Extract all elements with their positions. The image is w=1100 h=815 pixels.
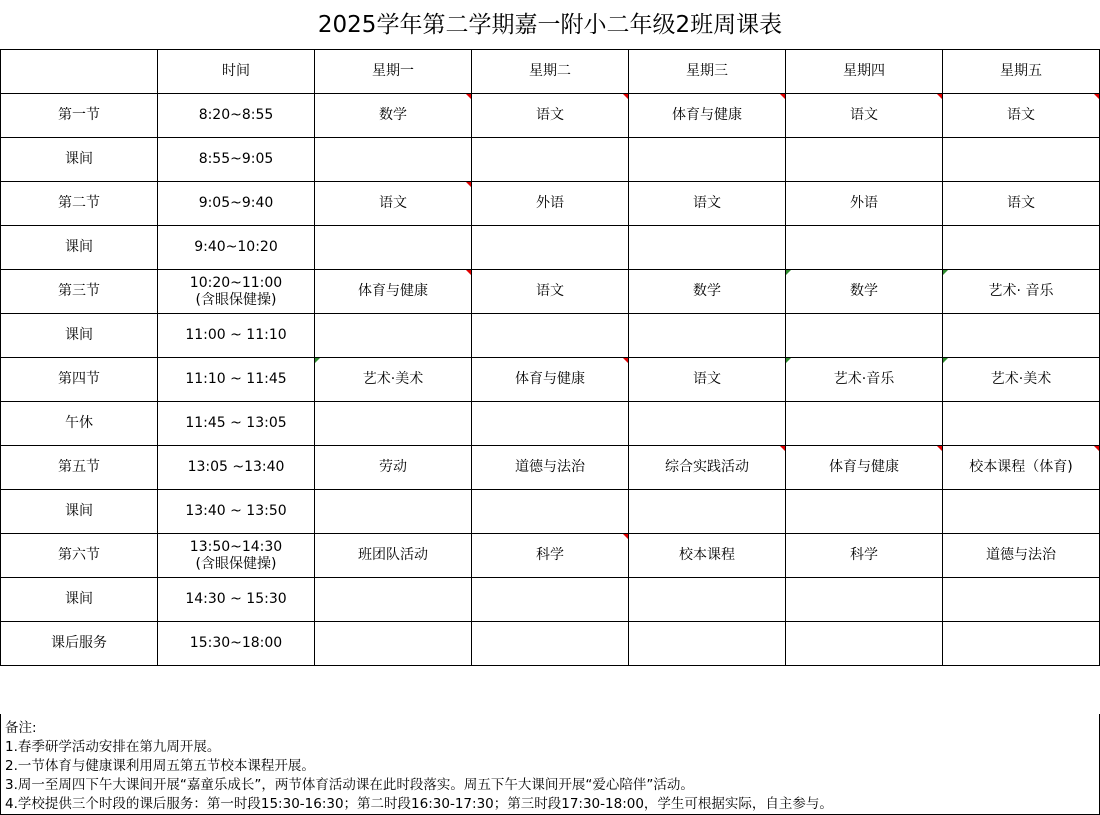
time-cell[interactable] [158,138,315,182]
period-cell[interactable] [1,578,158,622]
time-cell[interactable] [158,402,315,446]
subject-cell[interactable] [472,446,629,490]
time-cell-text: 10:20~11:00 [189,274,283,291]
subject-cell[interactable] [472,226,629,270]
error-marker-icon [943,358,948,363]
period-cell[interactable] [1,182,158,226]
subject-cell[interactable] [943,138,1100,182]
subject-cell[interactable] [786,226,943,270]
time-cell-text: 11:10 ~ 11:45 [185,371,287,387]
comment-marker-icon [466,94,471,99]
period-cell-text: 课后服务 [51,635,107,651]
subject-cell-text: 校本课程 [679,547,735,563]
header-row [1,50,1100,94]
time-cell-text: 14:30 ~ 15:30 [185,591,287,607]
header-time-cell [158,50,315,94]
subject-cell-text: 体育与健康 [672,107,742,123]
subject-cell[interactable] [943,622,1100,666]
time-cell[interactable] [158,270,315,314]
subject-cell[interactable] [629,534,786,578]
error-marker-icon [315,358,320,363]
subject-cell-text: 数学 [379,107,407,123]
time-cell[interactable] [158,314,315,358]
subject-cell[interactable] [629,270,786,314]
subject-cell[interactable] [786,446,943,490]
subject-cell[interactable] [786,182,943,226]
period-cell-text: 第六节 [58,547,100,563]
subject-cell-text: 语文 [536,283,564,299]
subject-cell[interactable] [472,138,629,182]
schedule-table [0,49,1100,666]
header-day-cell [315,50,472,94]
page-title: 2025学年第二学期嘉一附小二年级2班周课表 [317,12,783,38]
period-cell[interactable] [1,226,158,270]
subject-cell-text: 科学 [850,547,878,563]
subject-cell[interactable] [629,182,786,226]
period-cell-text: 第二节 [58,195,100,211]
table-row [1,226,1100,270]
subject-cell-text: 体育与健康 [829,459,899,475]
period-cell[interactable] [1,270,158,314]
schedule-grid [0,49,1100,812]
subject-cell[interactable] [315,358,472,402]
subject-cell[interactable] [315,578,472,622]
header-day-cell-text: 星期四 [843,63,885,79]
subject-cell[interactable] [786,314,943,358]
subject-cell[interactable] [629,622,786,666]
period-cell[interactable] [1,358,158,402]
time-cell-text: 13:50~14:30 [189,538,283,555]
subject-cell[interactable] [315,270,472,314]
comment-marker-icon [623,534,628,539]
comment-marker-icon [623,94,628,99]
subject-cell-text: 科学 [536,547,564,563]
subject-cell[interactable] [786,270,943,314]
subject-cell[interactable] [943,402,1100,446]
period-cell[interactable] [1,534,158,578]
subject-cell-text: 外语 [850,195,878,211]
note-line: 1.春季研学活动安排在第九周开展。 [5,739,221,755]
subject-cell[interactable] [786,94,943,138]
time-cell[interactable] [158,226,315,270]
subject-cell[interactable] [786,358,943,402]
note-line: 3.周一至周四下午大课间开展“嘉童乐成长”，两节体育活动课在此时段落实。周五下午大课间开展“爱心陪伴”活动。 [5,777,694,793]
period-cell[interactable] [1,446,158,490]
subject-cell[interactable] [472,270,629,314]
comment-marker-icon [466,270,471,275]
subject-cell[interactable] [943,578,1100,622]
subject-cell[interactable] [472,314,629,358]
error-marker-icon [786,270,791,275]
subject-cell-text: 体育与健康 [515,371,585,387]
period-cell[interactable] [1,314,158,358]
subject-cell[interactable] [786,622,943,666]
subject-cell-text: 道德与法治 [986,547,1056,563]
subject-cell-text: 班团队活动 [358,547,428,563]
table-row [1,94,1100,138]
subject-cell-text: 语文 [1007,107,1035,123]
comment-marker-icon [780,446,785,451]
subject-cell-text: 道德与法治 [515,459,585,475]
subject-cell-text: 语文 [850,107,878,123]
subject-cell-text: 数学 [693,283,721,299]
subject-cell[interactable] [315,138,472,182]
time-cell[interactable] [158,622,315,666]
subject-cell[interactable] [786,578,943,622]
period-cell-text: 第五节 [58,459,100,475]
subject-cell[interactable] [629,226,786,270]
header-day-cell-text: 星期一 [372,63,414,79]
time-cell[interactable] [158,94,315,138]
subject-cell[interactable] [943,446,1100,490]
subject-cell[interactable] [629,578,786,622]
subject-cell[interactable] [629,358,786,402]
subject-cell[interactable] [629,94,786,138]
note-line: 2.一节体育与健康课利用周五第五节校本课程开展。 [5,758,315,774]
subject-cell[interactable] [315,226,472,270]
subject-cell[interactable] [943,270,1100,314]
period-cell-text: 午休 [65,415,93,431]
subject-cell[interactable] [786,534,943,578]
notes-section [0,714,1100,815]
time-cell[interactable] [158,358,315,402]
comment-marker-icon [937,94,942,99]
table-row [1,622,1100,666]
time-cell[interactable] [158,534,315,578]
header-time-cell-text: 时间 [222,63,250,79]
time-cell-note: (含眼保健操) [195,291,277,308]
table-row [1,578,1100,622]
subject-cell-text: 语文 [536,107,564,123]
subject-cell-text: 语文 [693,371,721,387]
subject-cell[interactable] [943,182,1100,226]
table-row [1,270,1100,314]
period-cell-text: 第四节 [58,371,100,387]
period-cell-text: 第三节 [58,283,100,299]
subject-cell[interactable] [629,314,786,358]
period-cell[interactable] [1,490,158,534]
time-cell-text: 9:40~10:20 [194,239,278,255]
subject-cell-text: 艺术·音乐 [833,371,895,387]
time-cell-text: 13:40 ~ 13:50 [185,503,287,519]
subject-cell[interactable] [786,138,943,182]
subject-cell[interactable] [629,138,786,182]
subject-cell[interactable] [943,534,1100,578]
comment-marker-icon [937,446,942,451]
table-row [1,534,1100,578]
subject-cell-text: 语文 [693,195,721,211]
header-day-cell [472,50,629,94]
table-row [1,314,1100,358]
time-cell[interactable] [158,490,315,534]
subject-cell-text: 劳动 [379,459,407,475]
time-cell[interactable] [158,578,315,622]
comment-marker-icon [466,182,471,187]
time-cell-text: 15:30~18:00 [189,635,283,651]
subject-cell[interactable] [472,578,629,622]
subject-cell[interactable] [472,182,629,226]
table-row [1,138,1100,182]
time-cell-note: (含眼保健操) [195,555,277,572]
error-marker-icon [786,358,791,363]
table-row [1,358,1100,402]
subject-cell-text: 艺术· 音乐 [988,283,1054,299]
time-cell[interactable] [158,182,315,226]
time-cell-text: 8:20~8:55 [198,107,274,123]
subject-cell[interactable] [315,182,472,226]
time-cell-text: 9:05~9:40 [198,195,274,211]
time-cell[interactable] [158,446,315,490]
table-row [1,402,1100,446]
time-cell-text: 11:45 ~ 13:05 [185,415,287,431]
period-cell[interactable] [1,402,158,446]
table-row [1,182,1100,226]
subject-cell[interactable] [472,490,629,534]
header-day-cell-text: 星期五 [1000,63,1042,79]
subject-cell[interactable] [943,358,1100,402]
period-cell[interactable] [1,94,158,138]
table-row [1,490,1100,534]
subject-cell[interactable] [943,314,1100,358]
subject-cell-text: 艺术·美术 [990,371,1052,387]
time-cell-text: 11:00 ~ 11:10 [185,327,287,343]
subject-cell[interactable] [315,534,472,578]
subject-cell[interactable] [943,94,1100,138]
subject-cell-text: 体育与健康 [358,283,428,299]
subject-cell[interactable] [315,622,472,666]
subject-cell[interactable] [315,490,472,534]
header-corner-cell [1,50,158,94]
notes-heading: 备注: [5,720,37,736]
table-row [1,446,1100,490]
header-day-cell-text: 星期二 [529,63,571,79]
subject-cell-text: 数学 [850,283,878,299]
note-line: 4.学校提供三个时段的课后服务：第一时段15:30-16:30；第二时段16:30-17:30；第三时段17:30-18:00，学生可根据实际，自主参与。 [5,796,833,812]
time-cell-text: 13:05 ~13:40 [187,459,285,475]
period-cell-text: 课间 [65,327,93,343]
subject-cell[interactable] [786,402,943,446]
comment-marker-icon [623,358,628,363]
subject-cell-text: 语文 [379,195,407,211]
period-cell[interactable] [1,138,158,182]
header-day-cell [786,50,943,94]
period-cell-text: 课间 [65,503,93,519]
subject-cell[interactable] [472,534,629,578]
subject-cell-text: 艺术·美术 [362,371,424,387]
subject-cell[interactable] [315,94,472,138]
period-cell-text: 第一节 [58,107,100,123]
subject-cell-text: 外语 [536,195,564,211]
subject-cell[interactable] [629,490,786,534]
subject-cell[interactable] [315,314,472,358]
period-cell-text: 课间 [65,151,93,167]
subject-cell[interactable] [472,622,629,666]
subject-cell[interactable] [315,402,472,446]
subject-cell[interactable] [472,358,629,402]
header-day-cell [629,50,786,94]
subject-cell[interactable] [315,446,472,490]
error-marker-icon [943,270,948,275]
subject-cell[interactable] [472,402,629,446]
header-day-cell [943,50,1100,94]
subject-cell-text: 校本课程（体育) [969,459,1073,475]
period-cell-text: 课间 [65,239,93,255]
comment-marker-icon [780,94,785,99]
subject-cell-text: 语文 [1007,195,1035,211]
period-cell[interactable] [1,622,158,666]
period-cell-text: 课间 [65,591,93,607]
subject-cell[interactable] [629,402,786,446]
comment-marker-icon [1094,446,1099,451]
subject-cell[interactable] [472,94,629,138]
subject-cell[interactable] [943,490,1100,534]
time-cell-text: 8:55~9:05 [198,151,274,167]
comment-marker-icon [1094,94,1099,99]
subject-cell-text: 综合实践活动 [665,459,749,475]
header-day-cell-text: 星期三 [686,63,728,79]
subject-cell[interactable] [943,226,1100,270]
subject-cell[interactable] [629,446,786,490]
subject-cell[interactable] [786,490,943,534]
